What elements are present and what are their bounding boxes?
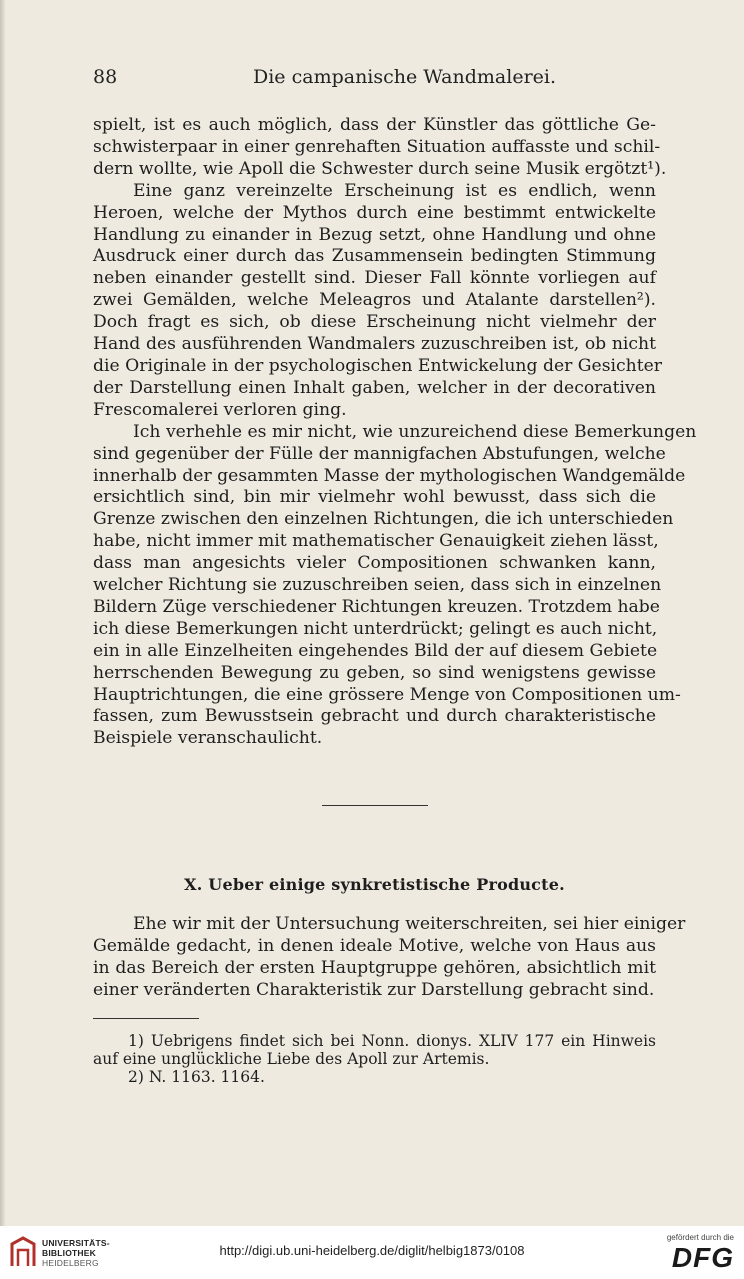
text-line: ein in alle Einzelheiten eingehendes Bild der auf diesem Gebiete <box>93 640 658 661</box>
text-line: spielt, ist es auch möglich, dass der Künstler das göttliche Ge- <box>93 115 656 135</box>
dfg-logo: DFG <box>671 1242 734 1273</box>
text-line: ersichtlich sind, bin mir vielmehr wohl bewusst, dass sich die <box>93 487 656 508</box>
text-line: Heroen, welche der Mythos durch eine bestimmt entwickelte <box>93 202 656 223</box>
text-line: der Darstellung einen Inhalt gaben, welcher in der decorativen <box>93 377 656 398</box>
text-line: die Originale in der psychologischen Entwickelung der Gesichter <box>93 355 663 376</box>
top-paragraph-1 <box>93 115 667 181</box>
footnote-rule <box>93 1018 199 1019</box>
text-line: Gemälde gedacht, in denen ideale Motive, welche von Haus aus <box>93 935 656 956</box>
footnote-1-line-2: auf eine unglückliche Liebe des Apoll zur Artemis. <box>93 1050 490 1068</box>
viewer-footer <box>0 1226 744 1279</box>
text-line: innerhalb der gesammten Masse der mythologischen Wandgemälde <box>93 465 686 486</box>
text-line: ich diese Bemerkungen nicht unterdrückt; gelingt es auch nicht, <box>93 618 658 639</box>
text-line: habe, nicht immer mit mathematischer Genauigkeit ziehen lässt, <box>93 531 659 552</box>
footnote-1-line-1: 1) Uebrigens findet sich bei Nonn. dionys. XLIV 177 ein Hinweis <box>128 1032 656 1050</box>
text-line: Grenze zwischen den einzelnen Richtungen, die ich unterschieden <box>93 509 674 530</box>
text-line: Frescomalerei verloren ging. <box>93 399 347 420</box>
text-line: Handlung zu einander in Bezug setzt, ohne Handlung und ohne <box>93 224 656 245</box>
text-line: dern wollte, wie Apoll die Schwester durch seine Musik ergötzt¹). <box>93 158 667 179</box>
running-title: Die campanische Wandmalerei. <box>253 66 557 88</box>
text-line: herrschenden Bewegung zu geben, so sind wenigstens gewisse <box>93 662 656 683</box>
dfg-caption: gefördert durch die <box>666 1233 734 1242</box>
text-line: Eine ganz vereinzelte Erscheinung ist es endlich, wenn <box>133 180 656 201</box>
library-line-1: UNIVERSITÄTS- <box>42 1238 110 1248</box>
text-line: Beispiele veranschaulicht. <box>93 728 323 749</box>
text-line: dass man angesichts vieler Compositionen schwanken kann, <box>93 553 656 574</box>
text-line: fassen, zum Bewusstsein gebracht und durch charakteristische <box>93 706 656 727</box>
text-line: zwei Gemälden, welche Meleagros und Atalante darstellen²). <box>93 290 656 311</box>
top-paragraph-2 <box>93 180 663 422</box>
text-line: einer veränderten Charakteristik zur Darstellung gebracht sind. <box>93 979 655 1000</box>
text-line: Doch fragt es sich, ob diese Erscheinung nicht vielmehr der <box>93 312 656 333</box>
text-line: Hand des ausführenden Wandmalers zuzuschreiben ist, ob nicht <box>93 334 656 355</box>
section-divider-rule <box>322 805 428 806</box>
footnotes <box>93 1032 656 1086</box>
page-number: 88 <box>93 66 118 88</box>
library-line-3: HEIDELBERG <box>42 1258 99 1268</box>
text-line: Ehe wir mit der Untersuchung weiterschreiten, sei hier einiger <box>133 914 686 934</box>
bottom-paragraph-1 <box>93 914 686 1002</box>
library-line-2: BIBLIOTHEK <box>42 1248 96 1258</box>
text-line: in das Bereich der ersten Hauptgruppe gehören, absichtlich mit <box>93 957 656 978</box>
section-heading: X. Ueber einige synkretistische Producte. <box>184 875 565 894</box>
footnote-2: 2) N. 1163. 1164. <box>128 1068 265 1086</box>
body-text-bottom <box>93 914 686 1002</box>
text-line: Bildern Züge verschiedener Richtungen kreuzen. Trotzdem habe <box>93 596 660 617</box>
text-line: Ich verhehle es mir nicht, wie unzureichend diese Bemerkungen <box>133 421 697 442</box>
text-line: Ausdruck einer durch das Zusammensein bedingten Stimmung <box>93 246 656 267</box>
permalink-url[interactable]: http://digi.ub.uni-heidelberg.de/diglit/helbig1873/0108 <box>219 1243 525 1258</box>
text-line: sind gegenüber der Fülle der mannigfachen Abstufungen, welche <box>93 443 666 464</box>
top-paragraph-3 <box>93 421 697 751</box>
text-line: schwisterpaar in einer genrehaften Situation auffasste und schil- <box>93 136 661 157</box>
body-text-top <box>93 115 697 750</box>
page-edge-shadow <box>0 0 6 1226</box>
text-line: welcher Richtung sie zuzuschreiben seien, dass sich in einzelnen <box>93 575 662 596</box>
text-line: neben einander gestellt sind. Dieser Fall könnte vorliegen auf <box>93 268 656 289</box>
text-line: Hauptrichtungen, die eine grössere Menge von Compositionen um- <box>93 684 681 705</box>
